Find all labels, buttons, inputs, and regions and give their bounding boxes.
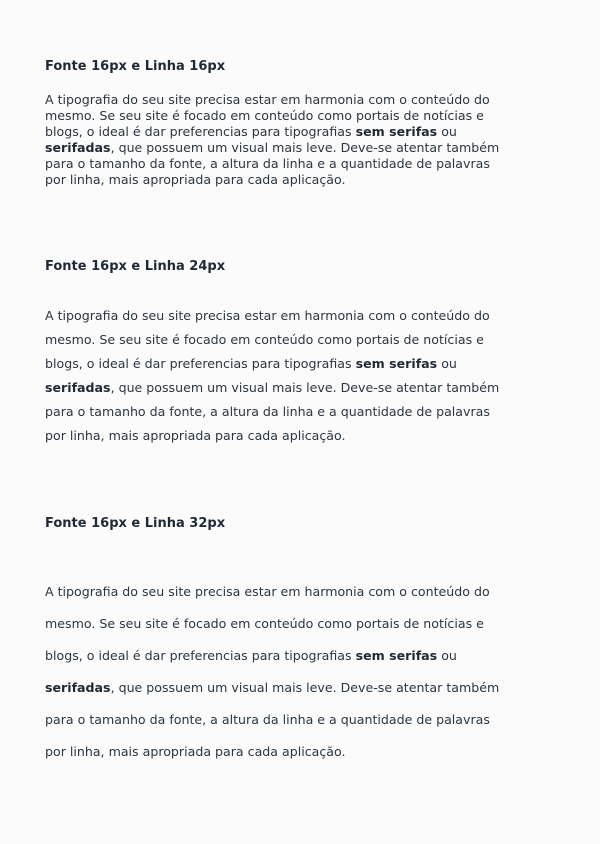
paragraph-line: por linha, mais apropriada para cada aplicação. [45,744,346,759]
section-paragraph [45,304,575,448]
bold-term-serifadas: serifadas [45,680,111,695]
bold-term-serifadas: serifadas [45,380,111,395]
section-paragraph [45,576,575,768]
paragraph-line: para o tamanho da fonte, a altura da linha e a quantidade de palavras [45,156,490,171]
section-line-height-24 [45,259,575,448]
section-paragraph [45,92,575,188]
section-title: Fonte 16px e Linha 16px [45,59,226,74]
paragraph-line: serifadas, que possuem um visual mais leve. Deve-se atentar também [45,140,500,155]
section-title: Fonte 16px e Linha 24px [45,259,226,274]
paragraph-line: para o tamanho da fonte, a altura da linha e a quantidade de palavras [45,712,490,727]
bold-term-sem-serifas: sem serifas [355,124,438,139]
paragraph-line: serifadas, que possuem um visual mais leve. Deve-se atentar também [45,380,500,395]
paragraph-line: para o tamanho da fonte, a altura da linha e a quantidade de palavras [45,404,490,419]
paragraph-line: mesmo. Se seu site é focado em conteúdo como portais de notícias e [45,108,484,123]
section-title: Fonte 16px e Linha 32px [45,516,226,531]
paragraph-line: por linha, mais apropriada para cada aplicação. [45,428,346,443]
paragraph-line: A tipografia do seu site precisa estar em harmonia com o conteúdo do [45,308,490,323]
paragraph-line: A tipografia do seu site precisa estar em harmonia com o conteúdo do [45,584,490,599]
paragraph-line: blogs, o ideal é dar preferencias para tipografias sem serifas ou [45,356,457,371]
paragraph-line: blogs, o ideal é dar preferencias para tipografias sem serifas ou [45,648,457,663]
section-line-height-32 [45,516,575,768]
bold-term-sem-serifas: sem serifas [355,356,438,371]
paragraph-line: A tipografia do seu site precisa estar em harmonia com o conteúdo do [45,92,490,107]
paragraph-line: por linha, mais apropriada para cada aplicação. [45,172,346,187]
paragraph-line: serifadas, que possuem um visual mais leve. Deve-se atentar também [45,680,500,695]
paragraph-line: blogs, o ideal é dar preferencias para tipografias sem serifas ou [45,124,457,139]
paragraph-line: mesmo. Se seu site é focado em conteúdo como portais de notícias e [45,332,484,347]
paragraph-line: mesmo. Se seu site é focado em conteúdo como portais de notícias e [45,616,484,631]
section-line-height-16 [45,59,575,188]
bold-term-serifadas: serifadas [45,140,111,155]
bold-term-sem-serifas: sem serifas [355,648,438,663]
